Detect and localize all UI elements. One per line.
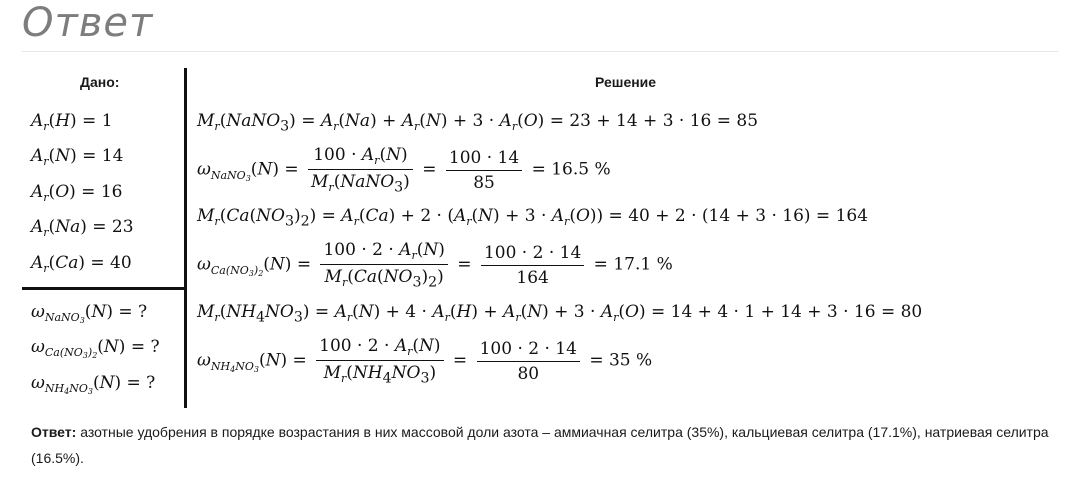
- solution-line-mr-nano3: $M_r(NaNO_3) = A_r(Na) + A_r(N) + 3 \cdot A_r(O) = 23 + 14 + 3 \cdot 16 = 85$: [197, 111, 759, 135]
- find-omega-nh4no3: $\omega_{NH_4NO_3}(N)$ = ?: [31, 373, 156, 396]
- solution-header: Решение: [595, 74, 657, 90]
- given-ar-h: $A_r(H) = 1$: [31, 111, 113, 133]
- given-find-divider: [22, 287, 185, 290]
- solution-line-mr-nh4no3: $M_r(NH_4NO_3) = A_r(N) + 4 \cdot A_r(H) + A_r(N) + 3 \cdot A_r(O) = 14 + 4 \cdot 1 + 14 + 3 \cdot 16 = 80$: [197, 302, 923, 326]
- given-ar-o: $A_r(O) = 16$: [31, 182, 123, 204]
- given-ar-ca: $A_r(Ca) = 40$: [31, 253, 132, 275]
- given-header: Дано:: [80, 74, 120, 90]
- solution-line-mr-cano32: $M_r(Ca(NO_3)_2) = A_r(Ca) + 2 \cdot (A_r(N) + 3 \cdot A_r(O)) = 40 + 2 \cdot (14 + 3 \cdot 16) = 164$: [197, 206, 869, 230]
- given-ar-n: $A_r(N) = 14$: [31, 146, 124, 168]
- answer-paragraph: [31, 419, 1061, 471]
- solution-line-omega-cano32: $\omega_{Ca(NO_3)_2}(N)$ = $\frac{100 \cdot 2 \cdot A_r(N)}{M_r(Ca(NO_3)_2)}$ = $\frac{100 \cdot 2 \cdot 14}{164}$ = 17.1 %: [197, 240, 673, 291]
- table-vertical-divider: [184, 68, 187, 408]
- find-omega-cano32: $\omega_{Ca(NO_3)_2}(N)$ = ?: [31, 337, 160, 360]
- answer-text: азотные удобрения в порядке возрастания в них массовой доли азота – аммиачная селитра (35%), кальциевая селитра (17.1%), натриевая селитра (16.5%).: [31, 424, 1049, 466]
- answer-label: Ответ:: [31, 424, 77, 440]
- solution-line-omega-nh4no3: $\omega_{NH_4NO_3}(N)$ = $\frac{100 \cdot 2 \cdot A_r(N)}{M_r(NH_4NO_3)}$ = $\frac{100 \cdot 2 \cdot 14}{80}$ = 35 %: [197, 336, 653, 387]
- page-title: Ответ: [22, 0, 154, 46]
- find-omega-nano3: $\omega_{NaNO_3}(N)$ = ?: [31, 302, 148, 325]
- solution-line-omega-nano3: $\omega_{NaNO_3}(N)$ = $\frac{100 \cdot A_r(N)}{M_r(NaNO_3)}$ = $\frac{100 \cdot 14}{85}$ = 16.5 %: [197, 145, 611, 196]
- title-divider: [22, 51, 1058, 52]
- given-ar-na: $A_r(Na) = 23$: [31, 217, 134, 239]
